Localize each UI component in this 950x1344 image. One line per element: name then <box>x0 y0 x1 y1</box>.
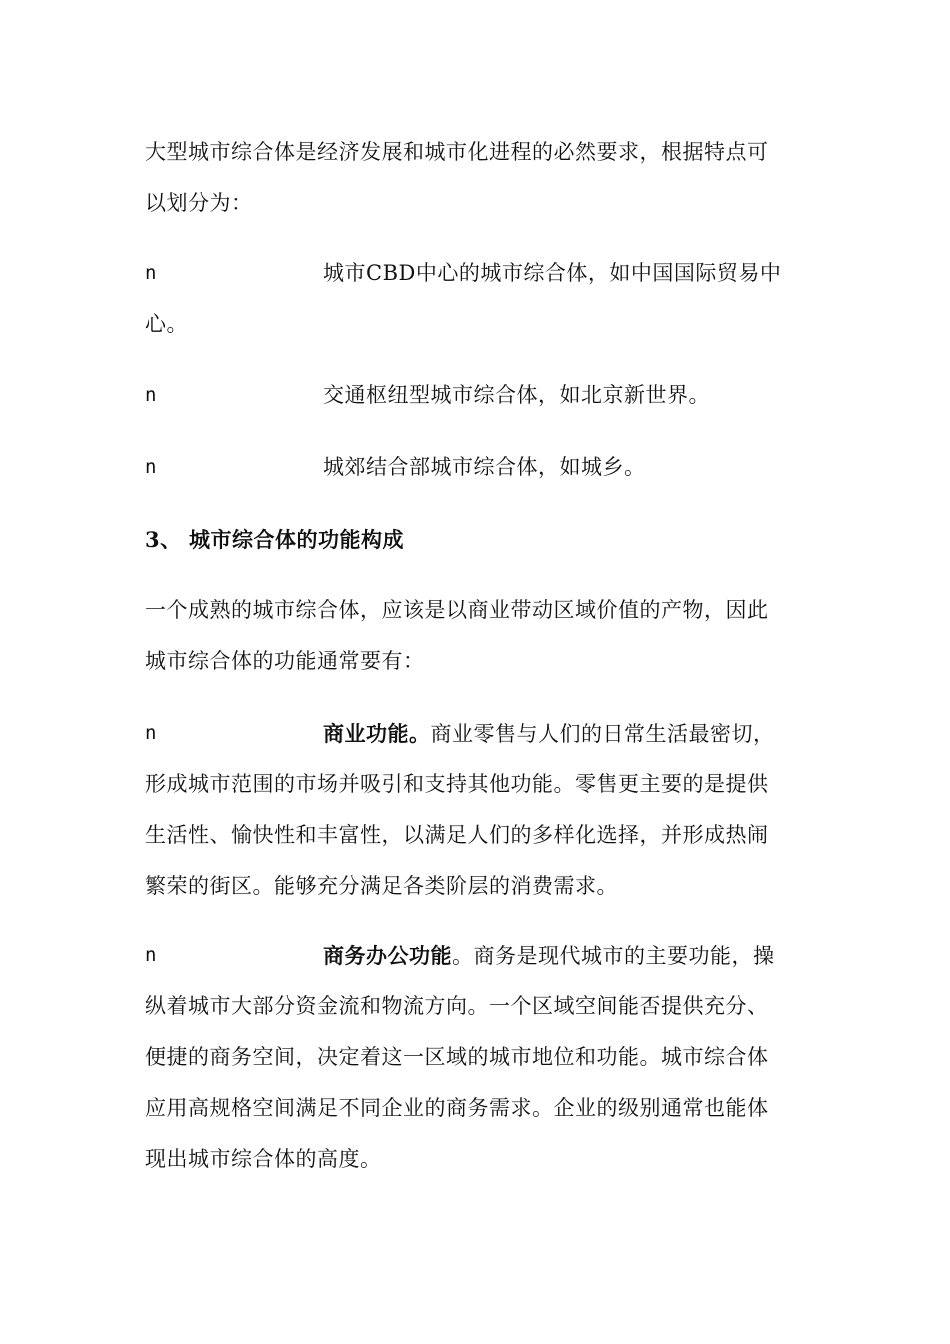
function-line: 便捷的商务空间，决定着这一区域的城市地位和功能。城市综合体 <box>145 1045 769 1069</box>
intro-line-1: 大型城市综合体是经济发展和城市化进程的必然要求，根据特点可 <box>145 140 769 164</box>
function-item-commercial <box>145 708 795 759</box>
function-text: 商业零售与人们的日常生活最密切， <box>430 722 775 746</box>
section-intro-line-1: 一个成熟的城市综合体，应该是以商业带动区域价值的产物，因此 <box>145 598 769 622</box>
function-commercial-continuation <box>145 759 795 912</box>
function-line: 繁荣的街区。能够充分满足各类阶层的消费需求。 <box>145 874 618 898</box>
type-item-transport-hub <box>145 370 795 421</box>
function-line: 应用高规格空间满足不同企业的商务需求。企业的级别通常也能体 <box>145 1096 769 1120</box>
intro-line-2: 以划分为： <box>145 191 253 215</box>
bullet-marker: n <box>145 456 157 478</box>
function-item-business-office <box>145 930 795 981</box>
section-intro-line-2: 城市综合体的功能通常要有： <box>145 649 425 673</box>
bullet-marker: n <box>145 384 157 406</box>
type-item-cbd-continuation <box>145 299 795 350</box>
function-line: 形成城市范围的市场并吸引和支持其他功能。零售更主要的是提供 <box>145 772 769 796</box>
function-title: 商业功能。 <box>323 721 431 746</box>
section-intro-paragraph <box>145 585 795 687</box>
type-item-suburban <box>145 442 795 493</box>
function-line: 纵着城市大部分资金流和物流方向。一个区域空间能否提供充分、 <box>145 994 769 1018</box>
type-item-text: 城市CBD中心的城市综合体，如中国国际贸易中 <box>323 261 782 285</box>
intro-paragraph <box>145 127 795 229</box>
type-item-text: 交通枢纽型城市综合体，如北京新世界。 <box>323 383 710 407</box>
section-number: 3、 <box>145 527 182 552</box>
bullet-marker: n <box>145 722 157 744</box>
function-business-continuation <box>145 981 795 1185</box>
type-item-line-2: 心。 <box>145 312 188 336</box>
bullet-marker: n <box>145 262 157 284</box>
bullet-marker: n <box>145 944 157 966</box>
type-item-cbd <box>145 248 795 299</box>
type-item-text: 城郊结合部城市综合体，如城乡。 <box>323 455 646 479</box>
function-title: 商务办公功能 <box>323 943 452 968</box>
function-line: 现出城市综合体的高度。 <box>145 1147 382 1171</box>
function-line: 生活性、愉快性和丰富性，以满足人们的多样化选择，并形成热闹 <box>145 823 769 847</box>
section-heading <box>145 514 795 565</box>
section-title: 城市综合体的功能构成 <box>189 527 404 552</box>
function-text: 。商务是现代城市的主要功能，操 <box>452 944 775 968</box>
